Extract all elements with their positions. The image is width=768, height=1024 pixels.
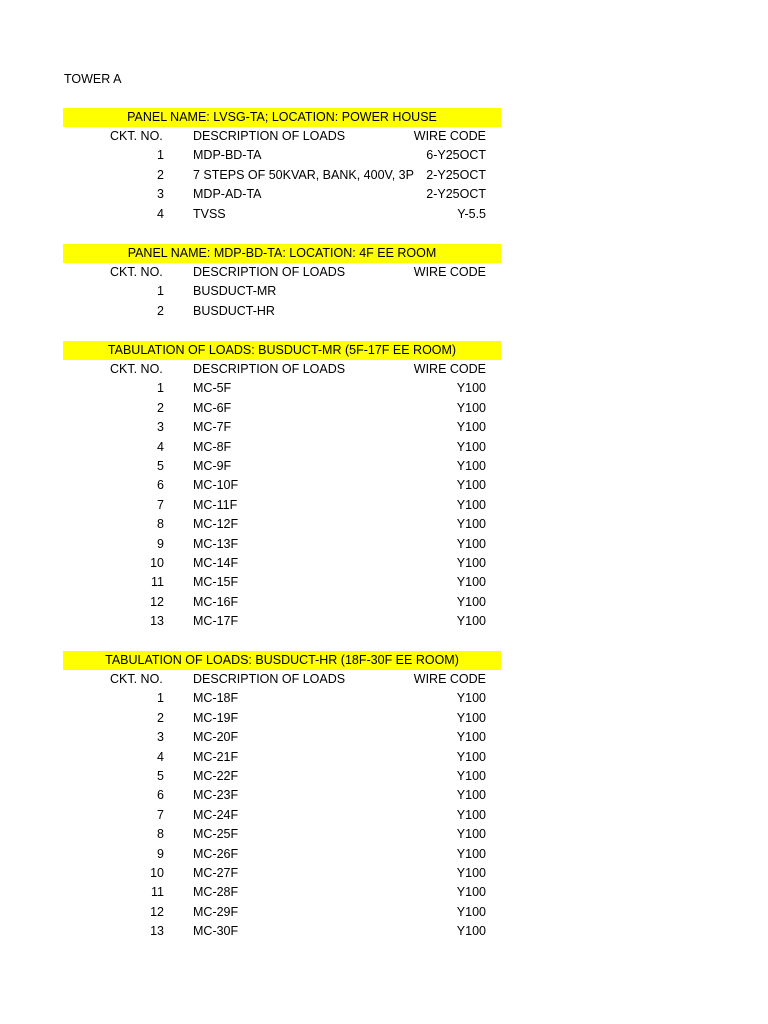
ckt-no-cell: 5	[157, 768, 164, 783]
load-description-cell: MC-9F	[193, 458, 232, 473]
ckt-no-header: CKT. NO.	[110, 265, 163, 279]
ckt-no-cell: 2	[157, 710, 164, 725]
ckt-no-cell: 3	[157, 420, 164, 435]
table-row	[63, 535, 501, 554]
table-row	[63, 476, 501, 495]
wire-code-cell: Y100	[456, 807, 486, 822]
wire-code-cell: Y100	[456, 555, 486, 570]
table-row	[63, 806, 501, 825]
table-row	[63, 515, 501, 534]
column-header-row	[63, 670, 501, 689]
load-description-cell: MC-30F	[193, 924, 239, 939]
table-row	[63, 767, 501, 786]
wire-code-header: WIRE CODE	[413, 362, 486, 376]
table-row	[63, 379, 501, 398]
load-description-cell: MC-23F	[193, 788, 239, 803]
section-header: TABULATION OF LOADS: BUSDUCT-HR (18F-30F EE ROOM)	[63, 651, 501, 670]
ckt-no-header: CKT. NO.	[110, 129, 163, 143]
load-description-cell: MC-21F	[193, 749, 239, 764]
table-row	[63, 302, 501, 321]
wire-code-cell: 2-Y25OCT	[426, 167, 486, 182]
load-description-cell: MC-13F	[193, 536, 239, 551]
load-description-cell: MC-27F	[193, 865, 239, 880]
wire-code-cell: Y100	[456, 749, 486, 764]
column-header-row	[63, 127, 501, 146]
wire-code-cell: Y100	[456, 924, 486, 939]
ckt-no-cell: 1	[157, 691, 164, 706]
wire-code-cell: Y100	[456, 420, 486, 435]
load-description-cell: MC-5F	[193, 381, 232, 396]
wire-code-cell: Y100	[456, 575, 486, 590]
load-description-cell: MC-7F	[193, 420, 232, 435]
wire-code-cell: Y100	[456, 885, 486, 900]
wire-code-cell: Y100	[456, 768, 486, 783]
load-description-cell: MC-17F	[193, 614, 239, 629]
load-description-cell: MC-10F	[193, 478, 239, 493]
wire-code-cell: Y100	[456, 846, 486, 861]
wire-code-cell: Y100	[456, 439, 486, 454]
table-row	[63, 146, 501, 165]
load-description-cell: MDP-AD-TA	[193, 187, 262, 202]
table-row	[63, 593, 501, 612]
load-description-cell: MC-16F	[193, 594, 239, 609]
wire-code-header: WIRE CODE	[413, 129, 486, 143]
ckt-no-cell: 13	[150, 614, 164, 629]
description-header: DESCRIPTION OF LOADS	[193, 129, 346, 143]
ckt-no-cell: 6	[157, 788, 164, 803]
ckt-no-cell: 3	[157, 730, 164, 745]
table-row	[63, 496, 501, 515]
table-row	[63, 438, 501, 457]
ckt-no-header: CKT. NO.	[110, 672, 163, 686]
ckt-no-header: CKT. NO.	[110, 362, 163, 376]
wire-code-header: WIRE CODE	[413, 672, 486, 686]
wire-code-cell: Y100	[456, 788, 486, 803]
load-description-cell: 7 STEPS OF 50KVAR, BANK, 400V, 3P	[193, 167, 414, 182]
table-row	[63, 845, 501, 864]
table-row	[63, 689, 501, 708]
table-row	[63, 418, 501, 437]
load-description-cell: MC-25F	[193, 827, 239, 842]
ckt-no-cell: 9	[157, 536, 164, 551]
wire-code-cell: Y100	[456, 710, 486, 725]
load-description-cell: MC-8F	[193, 439, 232, 454]
ckt-no-cell: 4	[157, 439, 164, 454]
load-description-cell: MDP-BD-TA	[193, 148, 262, 163]
wire-code-cell: Y100	[456, 904, 486, 919]
description-header: DESCRIPTION OF LOADS	[193, 672, 346, 686]
wire-code-cell: 2-Y25OCT	[426, 187, 486, 202]
column-header-row	[63, 263, 501, 282]
ckt-no-cell: 5	[157, 458, 164, 473]
ckt-no-cell: 1	[157, 148, 164, 163]
ckt-no-cell: 2	[157, 303, 164, 318]
load-description-cell: MC-24F	[193, 807, 239, 822]
load-description-cell: MC-12F	[193, 517, 239, 532]
ckt-no-cell: 6	[157, 478, 164, 493]
load-description-cell: MC-11F	[193, 497, 238, 512]
panel-section-mdp-bd-ta	[63, 244, 501, 321]
wire-code-cell: Y100	[456, 458, 486, 473]
load-description-cell: MC-15F	[193, 575, 239, 590]
section-header: TABULATION OF LOADS: BUSDUCT-MR (5F-17F EE ROOM)	[63, 341, 501, 360]
load-description-cell: MC-20F	[193, 730, 239, 745]
wire-code-cell: Y-5.5	[457, 206, 486, 221]
table-row	[63, 554, 501, 573]
ckt-no-cell: 12	[150, 904, 164, 919]
table-row	[63, 864, 501, 883]
table-row	[63, 457, 501, 476]
table-rows	[63, 282, 501, 321]
wire-code-cell: 6-Y25OCT	[426, 148, 486, 163]
document-title: TOWER A	[64, 72, 122, 86]
table-row	[63, 903, 501, 922]
table-row	[63, 573, 501, 592]
table-row	[63, 399, 501, 418]
ckt-no-cell: 1	[157, 381, 164, 396]
load-description-cell: MC-18F	[193, 691, 239, 706]
ckt-no-cell: 7	[157, 497, 164, 512]
tabulation-section-busduct-mr	[63, 341, 501, 631]
wire-code-cell: Y100	[456, 517, 486, 532]
wire-code-cell: Y100	[456, 536, 486, 551]
ckt-no-cell: 8	[157, 827, 164, 842]
table-row	[63, 282, 501, 301]
load-description-cell: MC-28F	[193, 885, 239, 900]
ckt-no-cell: 7	[157, 807, 164, 822]
load-description-cell: TVSS	[193, 206, 226, 221]
table-row	[63, 825, 501, 844]
table-rows	[63, 146, 501, 224]
wire-code-cell: Y100	[456, 497, 486, 512]
load-description-cell: MC-26F	[193, 846, 239, 861]
description-header: DESCRIPTION OF LOADS	[193, 265, 346, 279]
table-row	[63, 883, 501, 902]
column-header-row	[63, 360, 501, 379]
wire-code-cell: Y100	[456, 381, 486, 396]
table-rows	[63, 379, 501, 631]
load-description-cell: MC-22F	[193, 768, 239, 783]
tabulation-section-busduct-hr	[63, 651, 501, 941]
load-description-cell: BUSDUCT-HR	[193, 303, 275, 318]
table-row	[63, 185, 501, 204]
ckt-no-cell: 4	[157, 749, 164, 764]
wire-code-cell: Y100	[456, 614, 486, 629]
table-row	[63, 612, 501, 631]
panel-section-lvsg-ta	[63, 108, 501, 224]
load-description-cell: MC-19F	[193, 710, 239, 725]
load-description-cell: BUSDUCT-MR	[193, 284, 277, 299]
load-description-cell: MC-6F	[193, 400, 232, 415]
table-row	[63, 166, 501, 185]
ckt-no-cell: 11	[151, 575, 164, 590]
load-description-cell: MC-14F	[193, 555, 239, 570]
ckt-no-cell: 4	[157, 206, 164, 221]
table-rows	[63, 689, 501, 941]
table-row	[63, 922, 501, 941]
table-row	[63, 748, 501, 767]
description-header: DESCRIPTION OF LOADS	[193, 362, 346, 376]
table-row	[63, 205, 501, 224]
ckt-no-cell: 10	[150, 865, 164, 880]
wire-code-cell: Y100	[456, 865, 486, 880]
load-description-cell: MC-29F	[193, 904, 239, 919]
table-row	[63, 786, 501, 805]
section-header: PANEL NAME: MDP-BD-TA: LOCATION: 4F EE ROOM	[63, 244, 501, 263]
ckt-no-cell: 12	[150, 594, 164, 609]
table-row	[63, 728, 501, 747]
ckt-no-cell: 10	[150, 555, 164, 570]
ckt-no-cell: 2	[157, 167, 164, 182]
table-row	[63, 709, 501, 728]
ckt-no-cell: 13	[150, 924, 164, 939]
ckt-no-cell: 8	[157, 517, 164, 532]
ckt-no-cell: 2	[157, 400, 164, 415]
ckt-no-cell: 11	[151, 885, 164, 900]
wire-code-cell: Y100	[456, 730, 486, 745]
wire-code-cell: Y100	[456, 400, 486, 415]
ckt-no-cell: 1	[157, 284, 164, 299]
wire-code-cell: Y100	[456, 691, 486, 706]
ckt-no-cell: 9	[157, 846, 164, 861]
wire-code-cell: Y100	[456, 594, 486, 609]
wire-code-cell: Y100	[456, 478, 486, 493]
wire-code-header: WIRE CODE	[413, 265, 486, 279]
section-header: PANEL NAME: LVSG-TA; LOCATION: POWER HOUSE	[63, 108, 501, 127]
wire-code-cell: Y100	[456, 827, 486, 842]
ckt-no-cell: 3	[157, 187, 164, 202]
